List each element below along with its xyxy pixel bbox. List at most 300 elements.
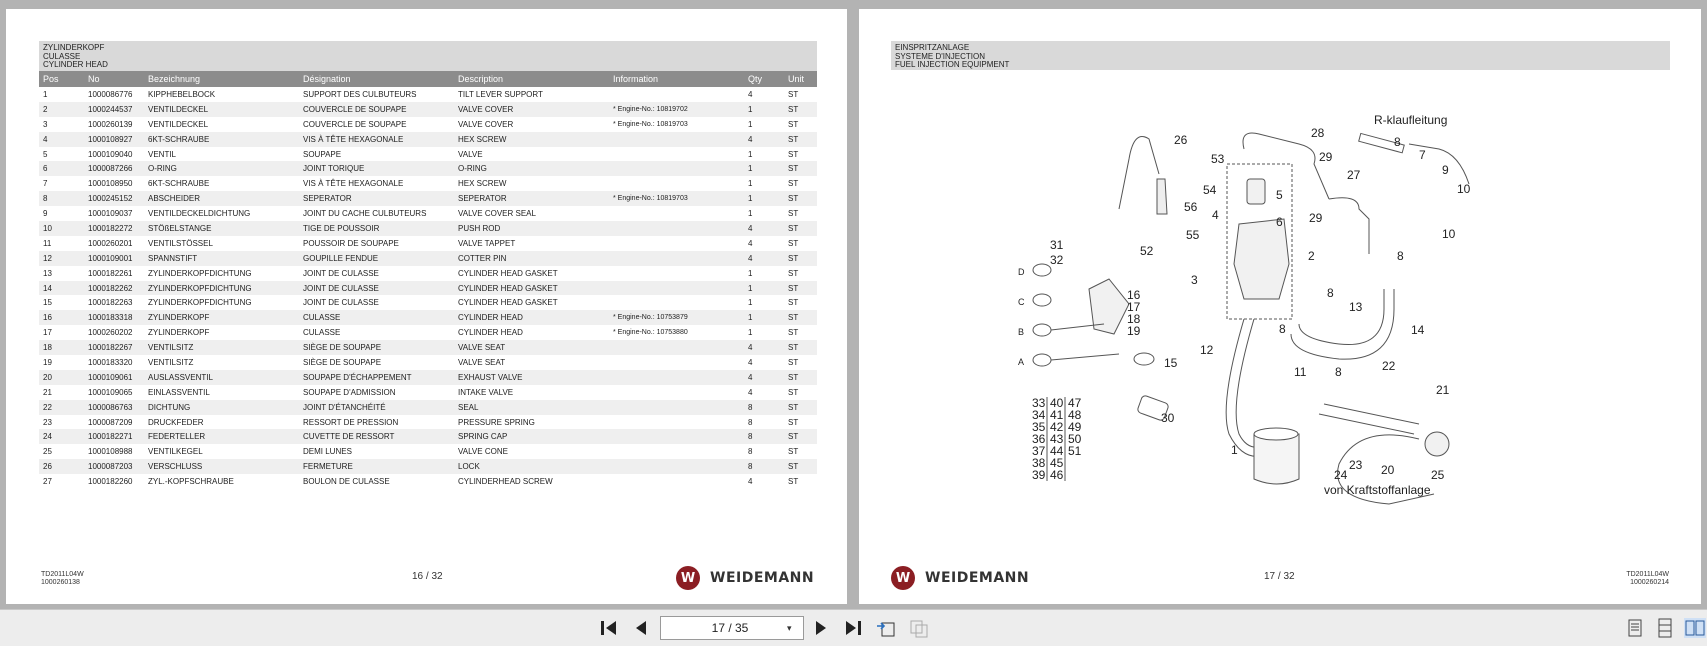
cell-unit: ST xyxy=(788,179,799,189)
return-line-2 xyxy=(1329,198,1369,254)
cell-qty: 4 xyxy=(744,340,784,355)
callout: 30 xyxy=(1161,411,1175,425)
grid-callout: 48 xyxy=(1068,408,1082,422)
single-page-view-icon[interactable] xyxy=(1624,618,1646,638)
cell-information xyxy=(609,295,744,310)
cell-unit: ST xyxy=(784,281,817,296)
cell-bezeichnung: ZYLINDERKOPFDICHTUNG xyxy=(148,268,252,278)
grid-callout: 34 xyxy=(1032,408,1046,422)
cell-description: CYLINDER HEAD GASKET xyxy=(454,281,609,296)
callout: 14 xyxy=(1411,323,1425,337)
cell-qty: 8 xyxy=(748,447,753,457)
cell-no: 1000109037 xyxy=(88,209,133,219)
cell-description: VALVE TAPPET xyxy=(458,238,516,248)
callout: 29 xyxy=(1309,211,1323,225)
cell-pos: 27 xyxy=(43,477,52,487)
cell-designation: BOULON DE CULASSE xyxy=(303,477,390,487)
cell-pos: 2 xyxy=(39,102,84,117)
cell-pos: 26 xyxy=(39,459,84,474)
callout: 10 xyxy=(1457,182,1471,196)
cell-bezeichnung: AUSLASSVENTIL xyxy=(144,370,299,385)
cell-information xyxy=(609,236,744,251)
page-number: 16 / 32 xyxy=(412,571,443,582)
callout: 53 xyxy=(1211,152,1225,166)
cell-information xyxy=(609,266,744,281)
callout: 17 xyxy=(1127,300,1141,314)
cell-information xyxy=(609,221,744,236)
cell-unit: ST xyxy=(784,340,817,355)
cell-unit: ST xyxy=(788,477,799,487)
next-page-icon[interactable] xyxy=(810,618,832,638)
cell-qty: 1 xyxy=(748,119,753,129)
cell-information xyxy=(609,340,744,355)
cell-pos: 9 xyxy=(43,209,48,219)
letter-label: A xyxy=(1018,357,1025,367)
callout: 8 xyxy=(1279,322,1286,336)
table-row xyxy=(39,325,817,340)
grid-callout: 37 xyxy=(1032,444,1046,458)
pdf-page-left xyxy=(6,9,847,604)
table-row xyxy=(39,355,817,370)
cell-information xyxy=(609,87,744,102)
previous-page-icon[interactable] xyxy=(630,618,652,638)
cell-description: PUSH ROD xyxy=(454,221,609,236)
table-row xyxy=(39,310,817,325)
header-line-en: FUEL INJECTION EQUIPMENT xyxy=(895,60,1010,69)
callout: 1 xyxy=(1231,443,1238,457)
cell-designation: RESSORT DE PRESSION xyxy=(303,417,399,427)
last-page-icon[interactable] xyxy=(842,618,864,638)
callout: 9 xyxy=(1442,163,1449,177)
first-page-icon[interactable] xyxy=(598,618,620,638)
col-header-bezeichnung: Bezeichnung xyxy=(144,71,299,87)
hose-12 xyxy=(1236,319,1269,447)
cell-unit: ST xyxy=(788,119,799,129)
col-header-qty: Qty xyxy=(744,71,784,87)
cell-unit: ST xyxy=(784,221,817,236)
table-row xyxy=(39,132,817,147)
hose-11b xyxy=(1319,414,1414,434)
cell-pos: 17 xyxy=(43,328,52,338)
callout: 22 xyxy=(1382,359,1396,373)
cell-information xyxy=(609,474,744,489)
cell-no: 1000182272 xyxy=(84,221,144,236)
cell-qty: 4 xyxy=(748,89,753,99)
cell-pos: 15 xyxy=(43,298,52,308)
cell-information xyxy=(609,370,744,385)
cell-description: LOCK xyxy=(454,459,609,474)
cell-description: O-RING xyxy=(454,161,609,176)
cell-qty: 1 xyxy=(748,209,753,219)
cell-no: 1000086776 xyxy=(88,89,133,99)
table-row xyxy=(39,295,817,310)
col-header-pos: Pos xyxy=(39,71,84,87)
grid-callout: 40 xyxy=(1050,396,1064,410)
cylinder-head-part xyxy=(1089,279,1129,334)
cell-pos: 25 xyxy=(43,447,52,457)
cell-no: 1000087209 xyxy=(88,417,133,427)
cell-qty: 4 xyxy=(744,370,784,385)
cell-designation: VIS À TÊTE HEXAGONALE xyxy=(303,179,404,189)
cell-bezeichnung: VENTILSITZ xyxy=(144,340,299,355)
cell-description: SPRING CAP xyxy=(454,429,609,444)
cell-bezeichnung: 6KT-SCHRAUBE xyxy=(144,132,299,147)
lift-pump xyxy=(1425,432,1449,456)
table-row xyxy=(39,340,817,355)
callout: 6 xyxy=(1276,215,1283,229)
cell-description: VALVE CONE xyxy=(458,447,508,457)
grid-callout: 46 xyxy=(1050,468,1064,482)
table-row xyxy=(39,266,817,281)
callout: 4 xyxy=(1212,208,1219,222)
table-row xyxy=(39,117,817,132)
logo-text: WEIDEMANN xyxy=(925,570,1030,586)
cell-qty: 1 xyxy=(744,161,784,176)
cell-designation: JOINT DE CULASSE xyxy=(303,298,379,308)
callout: 3 xyxy=(1191,273,1198,287)
cell-no: 1000109061 xyxy=(84,370,144,385)
table-row xyxy=(39,221,817,236)
cell-information xyxy=(609,415,744,430)
hose-11 xyxy=(1324,404,1419,424)
cell-qty: 1 xyxy=(748,298,753,308)
cell-qty: 1 xyxy=(748,149,753,159)
cell-no: 1000260139 xyxy=(88,119,133,129)
callout: 2 xyxy=(1308,249,1315,263)
cell-qty: 4 xyxy=(744,221,784,236)
cell-designation: FERMETURE xyxy=(299,459,454,474)
cell-description: CYLINDER HEAD GASKET xyxy=(458,298,558,308)
callout: 8 xyxy=(1327,286,1334,300)
letter-label: C xyxy=(1018,297,1025,307)
cell-no: 1000109065 xyxy=(88,387,133,397)
table-header-row xyxy=(39,71,817,87)
callout: 12 xyxy=(1200,343,1214,357)
cell-qty: 1 xyxy=(748,268,753,278)
footer-docno: 1000260138 xyxy=(41,579,80,586)
cell-no: 1000109040 xyxy=(88,149,133,159)
injector xyxy=(1157,179,1167,214)
cell-information xyxy=(609,429,744,444)
callout: 31 xyxy=(1050,238,1064,252)
callout: 16 xyxy=(1127,288,1141,302)
cell-pos: 14 xyxy=(39,281,84,296)
cell-pos: 1 xyxy=(43,89,48,99)
page-indicator: 17 / 35 xyxy=(711,621,749,635)
grid-callout: 42 xyxy=(1050,420,1064,434)
cell-bezeichnung: VENTIL xyxy=(148,149,177,159)
cell-designation: CULASSE xyxy=(303,328,341,338)
fuel-injection-diagram xyxy=(939,104,1471,544)
cell-designation: VIS À TÊTE HEXAGONALE xyxy=(299,132,454,147)
cell-qty: 1 xyxy=(744,102,784,117)
leader-a xyxy=(1051,354,1119,360)
table-row xyxy=(39,370,817,385)
callout: 23 xyxy=(1349,458,1363,472)
grid-callout: 41 xyxy=(1050,408,1064,422)
cell-qty: 1 xyxy=(744,191,784,206)
table-row xyxy=(39,444,817,459)
callout: 27 xyxy=(1347,168,1361,182)
cell-bezeichnung: O-RING xyxy=(144,161,299,176)
o-ring-15 xyxy=(1134,353,1154,365)
hose-14 xyxy=(1291,289,1394,359)
export-page-icon[interactable] xyxy=(875,618,897,638)
callout: 13 xyxy=(1349,300,1363,314)
cell-bezeichnung: VENTILDECKELDICHTUNG xyxy=(148,209,251,219)
cell-information xyxy=(609,281,744,296)
cell-pos: 13 xyxy=(43,268,52,278)
cell-designation: SOUPAPE D'ADMISSION xyxy=(303,387,396,397)
callout: 20 xyxy=(1381,463,1395,477)
valve-b xyxy=(1033,324,1051,336)
cell-designation: DEMI LUNES xyxy=(303,447,352,457)
callout: 28 xyxy=(1311,126,1325,140)
col-header-designation: Désignation xyxy=(299,71,454,87)
cell-bezeichnung: VERSCHLUSS xyxy=(144,459,299,474)
table-row xyxy=(39,385,817,400)
table-row xyxy=(39,281,817,296)
cell-designation: SUPPORT DES CULBUTEURS xyxy=(303,89,417,99)
filter-top xyxy=(1254,428,1298,440)
cell-bezeichnung: VENTILSTÖSSEL xyxy=(148,238,213,248)
cell-information xyxy=(609,400,744,415)
cell-bezeichnung: VENTILSITZ xyxy=(148,357,194,367)
grid-callout: 44 xyxy=(1050,444,1064,458)
cell-pos: 16 xyxy=(39,310,84,325)
cell-pos: 18 xyxy=(39,340,84,355)
cell-bezeichnung: ZYLINDERKOPF xyxy=(148,328,210,338)
cell-bezeichnung: DRUCKFEDER xyxy=(148,417,204,427)
continuous-view-icon[interactable] xyxy=(1654,618,1676,638)
cell-no: 1000182267 xyxy=(84,340,144,355)
callout: 8 xyxy=(1335,365,1342,379)
header-line-de: EINSPRITZANLAGE xyxy=(895,43,970,52)
callout-number-grid xyxy=(1032,396,1082,482)
cell-bezeichnung: VENTILDECKEL xyxy=(144,102,299,117)
cell-information: * Engine-No.: 10753880 xyxy=(613,329,688,337)
valve-d xyxy=(1033,264,1051,276)
cell-information xyxy=(609,444,744,459)
cell-bezeichnung: EINLASSVENTIL xyxy=(148,387,210,397)
cell-designation: JOINT TORIQUE xyxy=(299,161,454,176)
cell-pos: 3 xyxy=(43,119,48,129)
header-line-en: CYLINDER HEAD xyxy=(43,60,108,69)
header-line-fr: CULASSE xyxy=(43,51,81,61)
col-header-unit: Unit xyxy=(784,71,817,87)
cell-no: 1000108988 xyxy=(88,447,133,457)
cell-designation: POUSSOIR DE SOUPAPE xyxy=(303,238,399,248)
table-row xyxy=(39,176,817,191)
cell-qty: 1 xyxy=(744,281,784,296)
cell-pos: 4 xyxy=(39,132,84,147)
cell-qty: 8 xyxy=(744,459,784,474)
callout: 52 xyxy=(1140,244,1154,258)
cell-bezeichnung: ZYL.-KOPFSCHRAUBE xyxy=(148,477,234,487)
header-line-fr: SYSTEME D'INJECTION xyxy=(895,51,985,61)
letter-label: B xyxy=(1018,327,1025,337)
cell-no: 1000182271 xyxy=(84,429,144,444)
cell-description: VALVE xyxy=(458,149,483,159)
cell-qty: 4 xyxy=(744,251,784,266)
solenoid xyxy=(1247,179,1265,204)
cell-designation: COUVERCLE DE SOUPAPE xyxy=(303,119,407,129)
viewer-toolbar xyxy=(0,609,1707,646)
table-row xyxy=(39,191,817,206)
page-number-input[interactable] xyxy=(660,616,804,640)
grid-callout: 36 xyxy=(1032,432,1046,446)
cell-information xyxy=(609,355,744,370)
cell-bezeichnung: SPANNSTIFT xyxy=(144,251,299,266)
cell-designation: SOUPAPE xyxy=(303,149,342,159)
cell-designation: JOINT DE CULASSE xyxy=(299,281,454,296)
cell-no: 1000183318 xyxy=(84,310,144,325)
cell-designation: SIÈGE DE SOUPAPE xyxy=(299,340,454,355)
footer-docno: 1000260214 xyxy=(1630,579,1669,586)
cell-pos: 10 xyxy=(39,221,84,236)
page-number: 17 / 32 xyxy=(1264,571,1295,582)
cell-bezeichnung: 6KT-SCHRAUBE xyxy=(148,179,210,189)
grid-callout: 45 xyxy=(1050,456,1064,470)
cell-description: TILT LEVER SUPPORT xyxy=(458,89,543,99)
grid-callout: 51 xyxy=(1068,444,1082,458)
callout: 32 xyxy=(1050,253,1064,267)
cell-pos: 23 xyxy=(43,417,52,427)
cell-designation: SEPERATOR xyxy=(299,191,454,206)
cell-information: * Engine-No.: 10819702 xyxy=(609,102,744,117)
cell-bezeichnung: STÖßELSTANGE xyxy=(144,221,299,236)
cell-unit: ST xyxy=(788,387,799,397)
footer-meta-left xyxy=(41,571,84,587)
cell-designation: JOINT D'ÉTANCHÉITÉ xyxy=(299,400,454,415)
two-page-view-icon[interactable] xyxy=(1684,618,1706,638)
cell-unit: ST xyxy=(784,310,817,325)
callout: 55 xyxy=(1186,228,1200,242)
cell-description: SEPERATOR xyxy=(454,191,609,206)
grid-callout: 39 xyxy=(1032,468,1046,482)
cell-information xyxy=(609,385,744,400)
cell-designation: SOUPAPE D'ÉCHAPPEMENT xyxy=(299,370,454,385)
grid-callout: 50 xyxy=(1068,432,1082,446)
weidemann-logo-icon: W xyxy=(891,566,915,590)
cell-information xyxy=(609,206,744,221)
weidemann-logo-icon: W xyxy=(676,566,700,590)
cell-pos: 5 xyxy=(43,149,48,159)
cell-no: 1000183320 xyxy=(88,357,133,367)
cell-bezeichnung: KIPPHEBELBOCK xyxy=(148,89,216,99)
cell-unit: ST xyxy=(788,298,799,308)
table-row xyxy=(39,161,817,176)
cell-description: EXHAUST VALVE xyxy=(454,370,609,385)
table-row xyxy=(39,400,817,415)
cell-information xyxy=(609,147,744,162)
col-header-description: Description xyxy=(454,71,609,87)
cell-bezeichnung: VENTILKEGEL xyxy=(148,447,203,457)
hose-13 xyxy=(1299,289,1384,345)
cell-no: 1000087203 xyxy=(84,459,144,474)
chevron-down-icon[interactable]: ▾ xyxy=(787,622,792,633)
cell-description: VALVE SEAT xyxy=(458,357,506,367)
cell-bezeichnung: FEDERTELLER xyxy=(144,429,299,444)
grid-callout: 47 xyxy=(1068,396,1082,410)
cell-description: INTAKE VALVE xyxy=(458,387,514,397)
cell-unit: ST xyxy=(784,102,817,117)
cell-pos: 22 xyxy=(39,400,84,415)
cell-unit: ST xyxy=(784,459,817,474)
callout: 15 xyxy=(1164,356,1178,370)
callout: 18 xyxy=(1127,312,1141,326)
cell-description: VALVE SEAT xyxy=(454,340,609,355)
callout: 24 xyxy=(1334,468,1348,482)
cell-unit: ST xyxy=(788,268,799,278)
parts-table xyxy=(39,71,817,489)
table-row xyxy=(39,251,817,266)
table-row xyxy=(39,206,817,221)
footer-model: TD2011L04W xyxy=(1626,571,1669,578)
cell-qty: 4 xyxy=(748,477,753,487)
callout: 8 xyxy=(1394,135,1401,149)
cell-pos: 24 xyxy=(39,429,84,444)
grid-callout: 49 xyxy=(1068,420,1082,434)
cell-unit: ST xyxy=(784,400,817,415)
cell-no: 1000260202 xyxy=(88,328,133,338)
cell-unit: ST xyxy=(784,429,817,444)
cell-unit: ST xyxy=(788,328,799,338)
cell-description: VALVE COVER SEAL xyxy=(458,209,536,219)
grid-callout: 38 xyxy=(1032,456,1046,470)
cell-designation: COUVERCLE DE SOUPAPE xyxy=(299,102,454,117)
cell-bezeichnung: ABSCHEIDER xyxy=(144,191,299,206)
callout: 29 xyxy=(1319,150,1333,164)
cell-pos: 8 xyxy=(39,191,84,206)
cell-description: VALVE COVER xyxy=(454,102,609,117)
table-row xyxy=(39,102,817,117)
fuel-filter xyxy=(1254,434,1299,484)
callout: 7 xyxy=(1419,148,1426,162)
cell-bezeichnung: ZYLINDERKOPFDICHTUNG xyxy=(148,298,252,308)
cell-unit: ST xyxy=(788,149,799,159)
pipe-7 xyxy=(1409,144,1469,184)
cell-information xyxy=(609,176,744,191)
cell-unit: ST xyxy=(788,89,799,99)
cell-unit: ST xyxy=(788,357,799,367)
weidemann-logo xyxy=(891,566,1029,590)
callout: 25 xyxy=(1431,468,1445,482)
cell-qty: 1 xyxy=(744,310,784,325)
cell-designation: SIÈGE DE SOUPAPE xyxy=(303,357,382,367)
cell-description: CYLINDER HEAD xyxy=(458,328,523,338)
cell-qty: 1 xyxy=(748,179,753,189)
cell-designation: TIGE DE POUSSOIR xyxy=(299,221,454,236)
cell-unit: ST xyxy=(784,191,817,206)
cell-no: 1000260201 xyxy=(88,238,133,248)
callout: 54 xyxy=(1203,183,1217,197)
cell-unit: ST xyxy=(784,251,817,266)
cell-pos: 11 xyxy=(43,238,52,248)
table-row xyxy=(39,87,817,102)
callout: 11 xyxy=(1294,365,1307,379)
cell-qty: 8 xyxy=(744,400,784,415)
caption-return-line: R-klaufleitung xyxy=(1374,113,1448,127)
caption-from-fuel-system: von Kraftstoffanlage xyxy=(1324,483,1431,497)
copy-page-icon[interactable] xyxy=(908,618,930,638)
callout: 10 xyxy=(1442,227,1456,241)
cell-pos: 20 xyxy=(39,370,84,385)
cell-pos: 6 xyxy=(39,161,84,176)
cell-no: 1000109001 xyxy=(84,251,144,266)
cell-no: 1000182260 xyxy=(88,477,133,487)
cell-description: HEX SCREW xyxy=(454,132,609,147)
